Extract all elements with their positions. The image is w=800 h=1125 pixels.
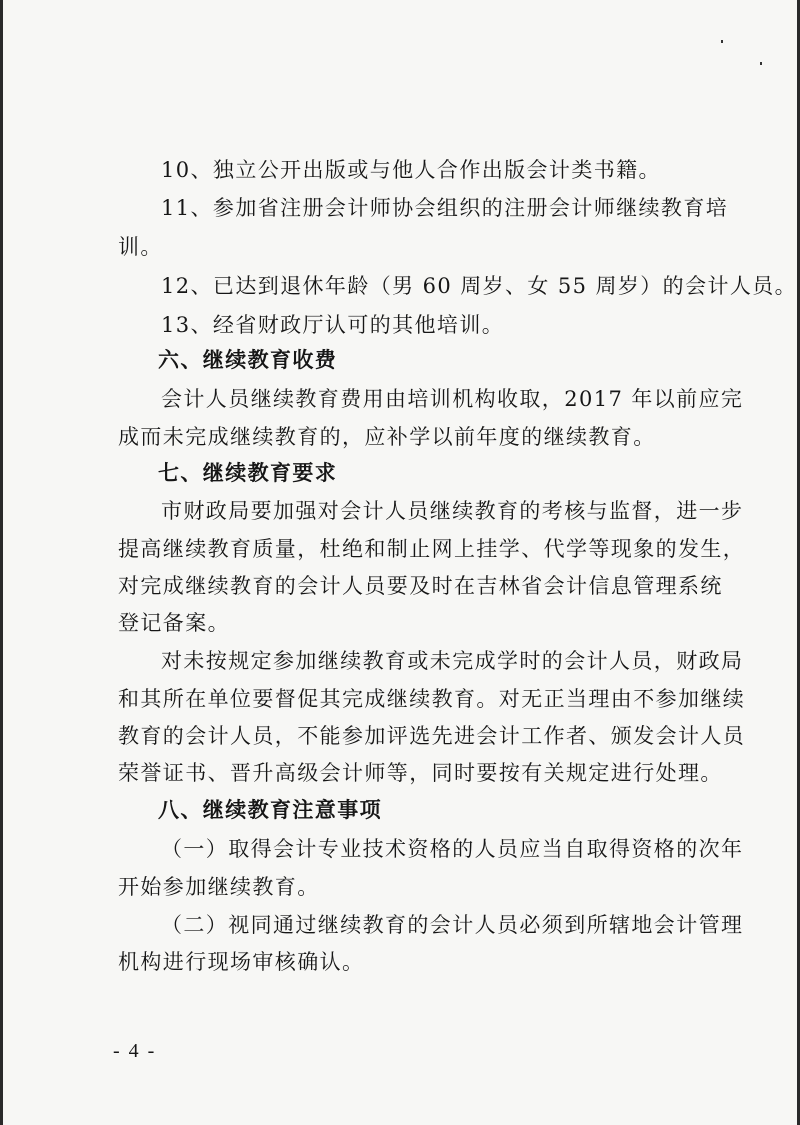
paragraph-line: 成而未完成继续教育的，应补学以前年度的继续教育。 xyxy=(118,425,656,449)
paragraph-line: 机构进行现场审核确认。 xyxy=(118,950,365,974)
paragraph-line: 会计人员继续教育费用由培训机构收取，2017 年以前应完 xyxy=(161,387,744,411)
paragraph-line: 教育的会计人员，不能参加评选先进会计工作者、颁发会计人员 xyxy=(118,724,746,748)
paragraph-line: （一）取得会计专业技术资格的人员应当自取得资格的次年 xyxy=(161,837,744,861)
paragraph-line: 开始参加继续教育。 xyxy=(118,875,320,899)
paragraph-line: 对完成继续教育的会计人员要及时在吉林省会计信息管理系统 xyxy=(118,574,723,598)
scan-speck xyxy=(760,62,762,65)
list-item-10: 10、独立公开出版或与他人合作出版会计类书籍。 xyxy=(161,158,661,182)
paragraph-line: 对未按规定参加继续教育或未完成学时的会计人员，财政局 xyxy=(161,649,744,673)
paragraph-line: 登记备案。 xyxy=(118,611,230,635)
list-item-11-continued: 训。 xyxy=(118,235,163,259)
paragraph-line: 市财政局要加强对会计人员继续教育的考核与监督，进一步 xyxy=(161,499,744,523)
paragraph-line: 荣誉证书、晋升高级会计师等，同时要按有关规定进行处理。 xyxy=(118,761,723,785)
list-item-13: 13、经省财政厅认可的其他培训。 xyxy=(161,313,505,337)
page-number: - 4 - xyxy=(113,1040,157,1062)
section-heading-notes: 八、继续教育注意事项 xyxy=(158,798,382,822)
list-item-12: 12、已达到退休年龄（男 60 周岁、女 55 周岁）的会计人员。 xyxy=(161,274,798,298)
scan-speck xyxy=(721,40,723,43)
section-heading-requirements: 七、继续教育要求 xyxy=(158,461,338,485)
paragraph-line: 和其所在单位要督促其完成继续教育。对无正当理由不参加继续 xyxy=(118,687,746,711)
section-heading-fees: 六、继续教育收费 xyxy=(158,348,338,372)
paragraph-line: （二）视同通过继续教育的会计人员必须到所辖地会计管理 xyxy=(161,913,744,937)
list-item-11: 11、参加省注册会计师协会组织的注册会计师继续教育培 xyxy=(161,196,729,220)
paragraph-line: 提高继续教育质量，杜绝和制止网上挂学、代学等现象的发生， xyxy=(118,537,746,561)
